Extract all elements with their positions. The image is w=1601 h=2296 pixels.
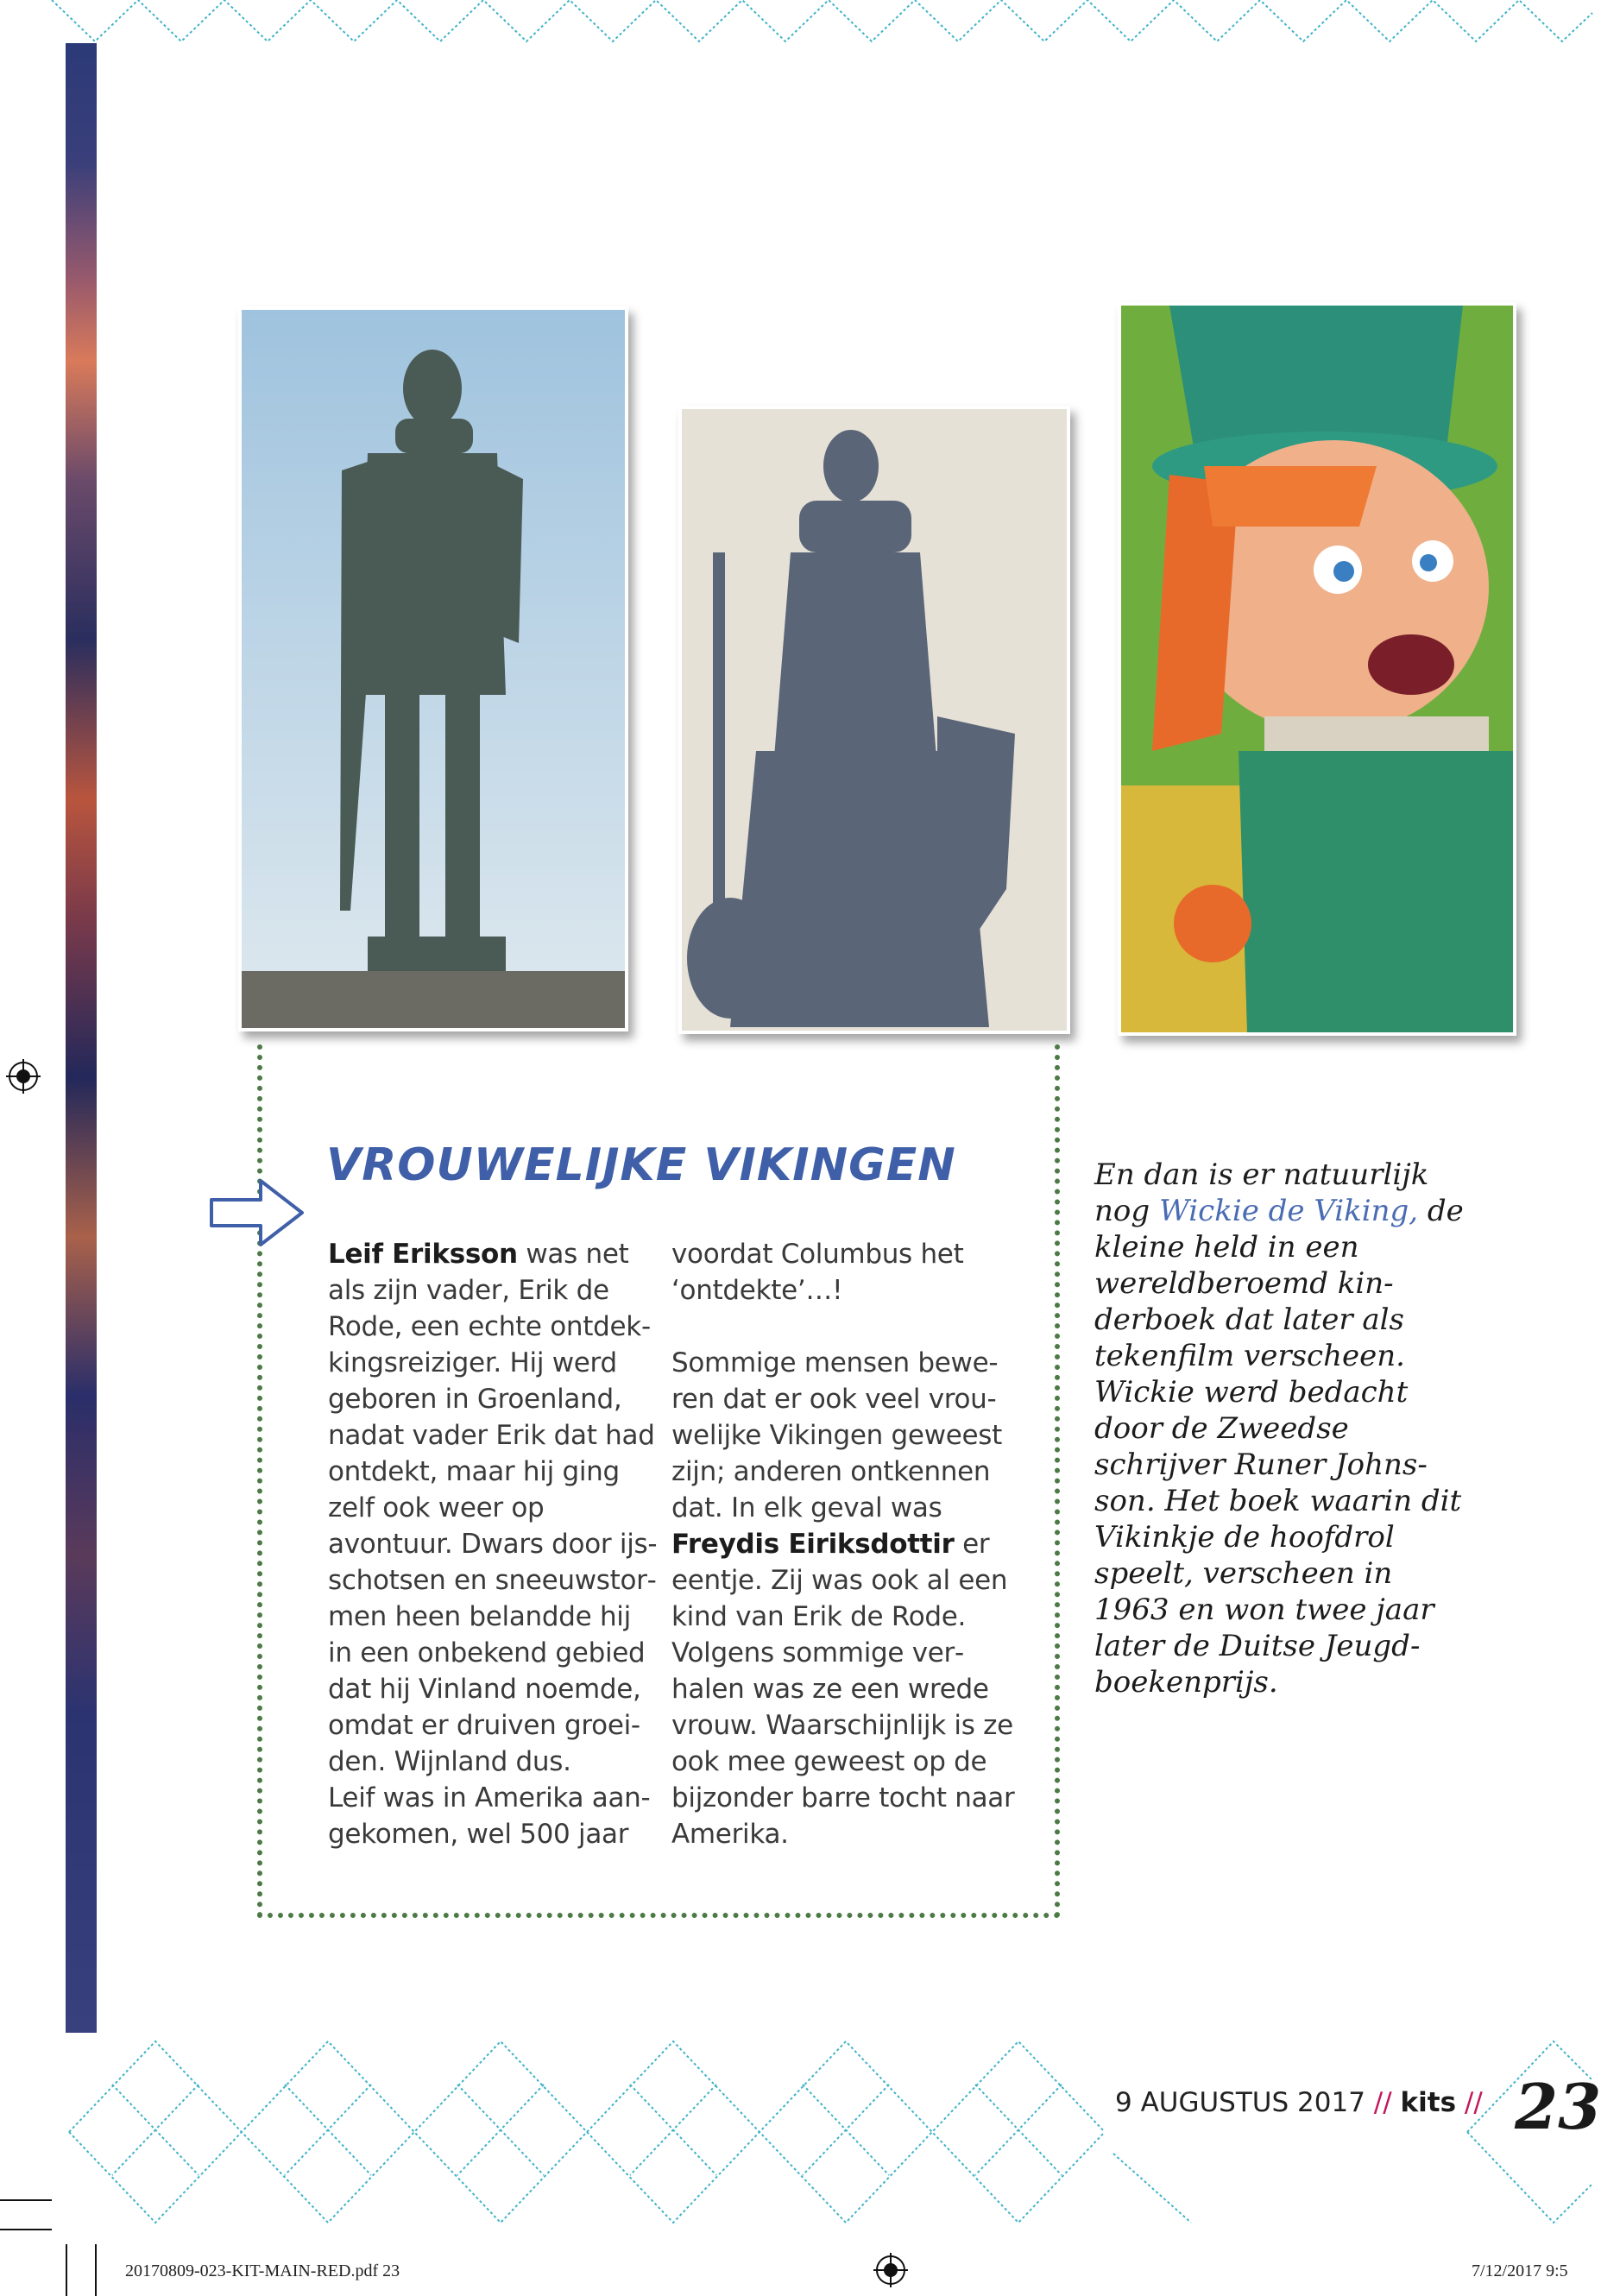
top-pattern — [0, 0, 1592, 43]
arrow-right-icon — [207, 1174, 306, 1252]
name-freydis-eiriksdottir: Freydis Eiriksdottir — [671, 1529, 955, 1560]
footer-brand: kits — [1400, 2087, 1457, 2118]
sidebar-wickie-text — [1094, 1157, 1474, 1700]
print-slug-filename: 20170809-023-KIT-MAIN-RED.pdf 23 — [125, 2261, 400, 2280]
crop-mark — [0, 2229, 52, 2230]
footer-date-line — [1115, 2087, 1483, 2118]
sidebar-highlight: Wickie de Viking, — [1158, 1194, 1419, 1228]
paragraph-freydis — [671, 1345, 1017, 1852]
article-column-1 — [328, 1236, 660, 1852]
paragraph-leif — [328, 1236, 660, 1780]
left-photo-strip — [66, 43, 97, 2033]
sidebar-rest: de kleine held in een wereldberoemd kinderboek dat later als tekenfilm verscheen. Wickie werd bedacht door de Zweedse schrijver Runer Johnsson. Het boek waarin dit Vikinkje de hoofdrol speelt, verscheen in 1963 en won twee jaar later de Duitse Jeugdboekenprijs. — [1094, 1194, 1464, 1700]
article-column-2 — [671, 1236, 1017, 1852]
photo-freydis-statue — [678, 406, 1070, 1034]
page-number: 23 — [1515, 2070, 1601, 2143]
paragraph-leif-2: Leif was in Amerika aangekomen, wel 500 jaar — [328, 1782, 651, 1850]
registration-mark-icon — [4, 1057, 42, 1095]
name-leif-eriksson: Leif Eriksson — [328, 1239, 518, 1270]
crop-mark — [95, 2244, 97, 2296]
footer-separator: // — [1373, 2087, 1392, 2118]
article-heading: VROUWELIJKE VIKINGEN — [326, 1139, 956, 1191]
crop-mark — [66, 2244, 67, 2296]
text-freydis-a: Sommige mensen beweren dat er ook veel vrouwelijke Vikingen geweest zijn; anderen ontkennen dat. In elk geval was — [671, 1347, 1002, 1523]
registration-mark-bottom-icon — [872, 2251, 910, 2289]
photo-wickie-cartoon — [1118, 302, 1516, 1036]
print-slug-timestamp: 7/12/2017 9:5 — [1472, 2261, 1568, 2280]
sidebar-intro: En dan is er natuurlijk nog — [1094, 1157, 1429, 1228]
text-freydis-b: er eentje. Zij was ook al een kind van Erik de Rode. Volgens sommige verhalen was ze een wrede vrouw. Waarschijnlijk is ze ook mee geweest op de bijzonder barre tocht naar Amerika. — [671, 1529, 1015, 1850]
paragraph-columbus: voordat Columbus het ‘ontdekte’…! — [671, 1239, 964, 1306]
bottom-pattern — [0, 2033, 1592, 2231]
footer-date: 9 AUGUSTUS 2017 — [1115, 2087, 1365, 2118]
photo-leif-eriksson-statue — [238, 306, 628, 1031]
text-leif: was net als zijn vader, Erik de Rode, een echte ontdekkingsreiziger. Hij werd geboren in Groenland, nadat vader Erik dat had ontdekt, maar hij ging zelf ook weer op avontuur. Dwars door ijsschotsen en sneeuwstormen heen belandde hij in een onbekend gebied dat hij Vinland noemde, omdat er druiven groeiden. Wijnland dus. — [328, 1239, 658, 1777]
footer-separator-2: // — [1464, 2087, 1483, 2118]
crop-mark — [0, 2199, 52, 2201]
